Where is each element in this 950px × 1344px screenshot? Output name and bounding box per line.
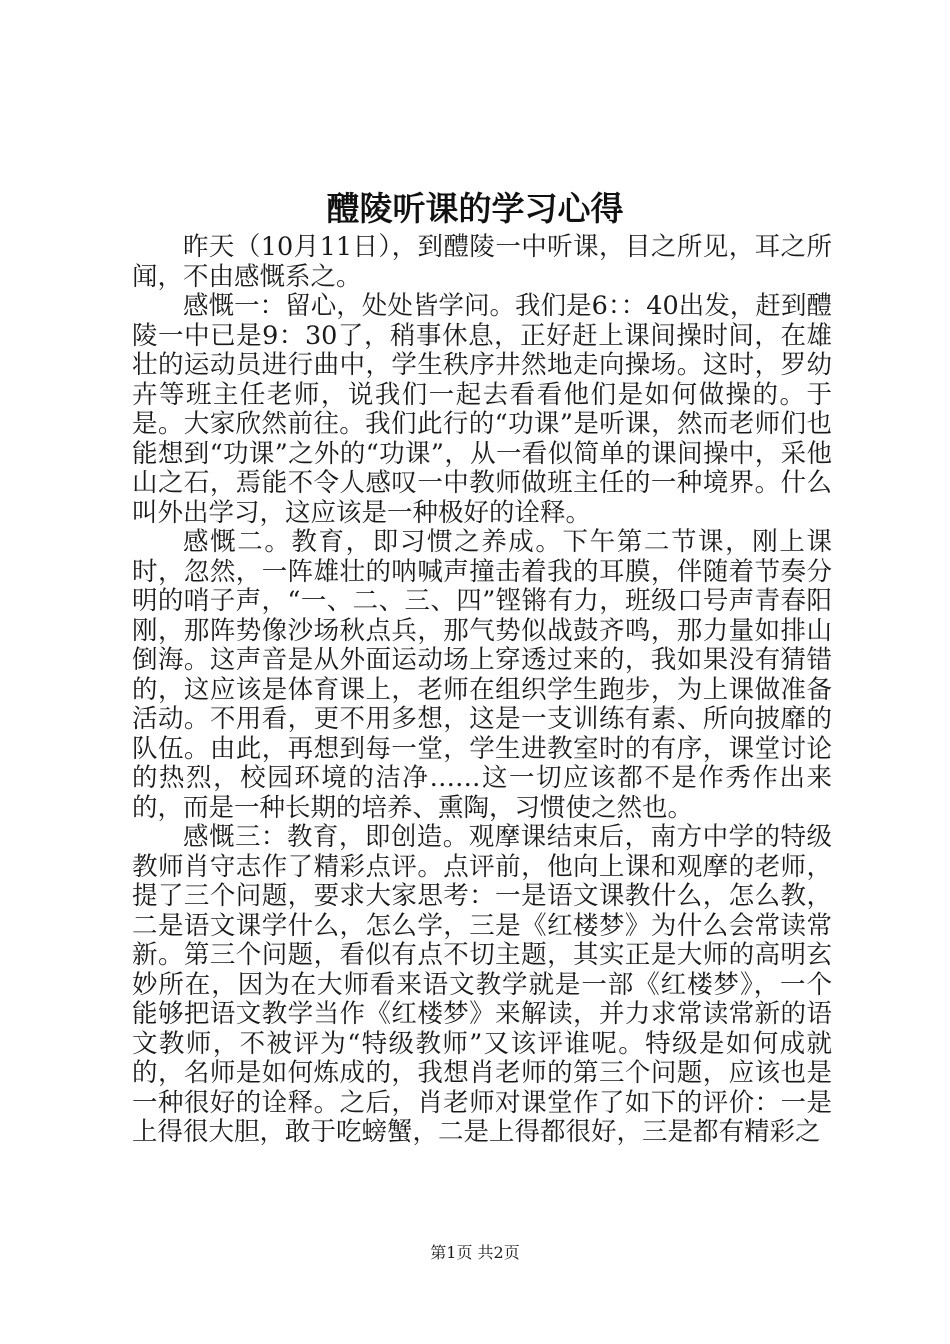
paragraph-reflection-1: 感慨一：留心，处处皆学问。我们是6：：40出发，赶到醴陵一中已是9：30了，稍事休息，正好赶上课间操时间，在雄壮的运动员进行曲中，学生秩序井然地走向操场。这时，罗幼卉等班主任老师，说我们一起去看看他们是如何做操的。于是。大家欣然前往。我们此行的“功课”是听课，然而老师们也能想到“功课”之外的“功课”，从一看似简单的课间操中，采他山之石，焉能不令人感叹一中教师做班主任的一种境界。什么叫外出学习，这应该是一种极好的诠释。 <box>132 291 832 528</box>
paragraph-reflection-2: 感慨二。教育，即习惯之养成。下午第二节课，刚上课时，忽然，一阵雄壮的呐喊声撞击着我的耳膜，伴随着节奏分明的哨子声，“一、二、三、四”铿锵有力，班级口号声青春阳刚，那阵势像沙场秋点兵，那气势似战鼓齐鸣，那力量如排山倒海。这声音是从外面运动场上穿透过来的，我如果没有猜错的，这应该是体育课上，老师在组织学生跑步，为上课做准备活动。不用看，更不用多想，这是一支训练有素、所向披靡的队伍。由此，再想到每一堂，学生进教室时的有序，课堂讨论的热烈，校园环境的洁净……这一切应该都不是作秀作出来的，而是一种长期的培养、熏陶，习惯使之然也。 <box>132 527 832 823</box>
document-title: 醴陵听课的学习心得 <box>326 189 624 228</box>
page-footer: 第1页 共2页 <box>430 1243 520 1262</box>
paragraph-intro: 昨天（10月11日），到醴陵一中听课，目之所见，耳之所闻，不由感慨系之。 <box>132 232 832 292</box>
document-body <box>132 233 832 1148</box>
paragraph-reflection-3: 感慨三：教育，即创造。观摩课结束后，南方中学的特级教师肖守志作了精彩点评。点评前，他向上课和观摩的老师，提了三个问题，要求大家思考：一是语文课教什么，怎么教，二是语文课学什么，怎么学，三是《红楼梦》为什么会常读常新。第三个问题，看似有点不切主题，其实正是大师的高明玄妙所在，因为在大师看来语文教学就是一部《红楼梦》，一个能够把语文教学当作《红楼梦》来解读，并力求常读常新的语文教师，不被评为“特级教师”又该评谁呢。特级是如何成就的，名师是如何炼成的，我想肖老师的第三个问题，应该也是一种很好的诠释。之后，肖老师对课堂作了如下的评价：一是上得很大胆，敢于吃螃蟹，二是上得都很好，三是都有精彩之 <box>132 822 832 1147</box>
